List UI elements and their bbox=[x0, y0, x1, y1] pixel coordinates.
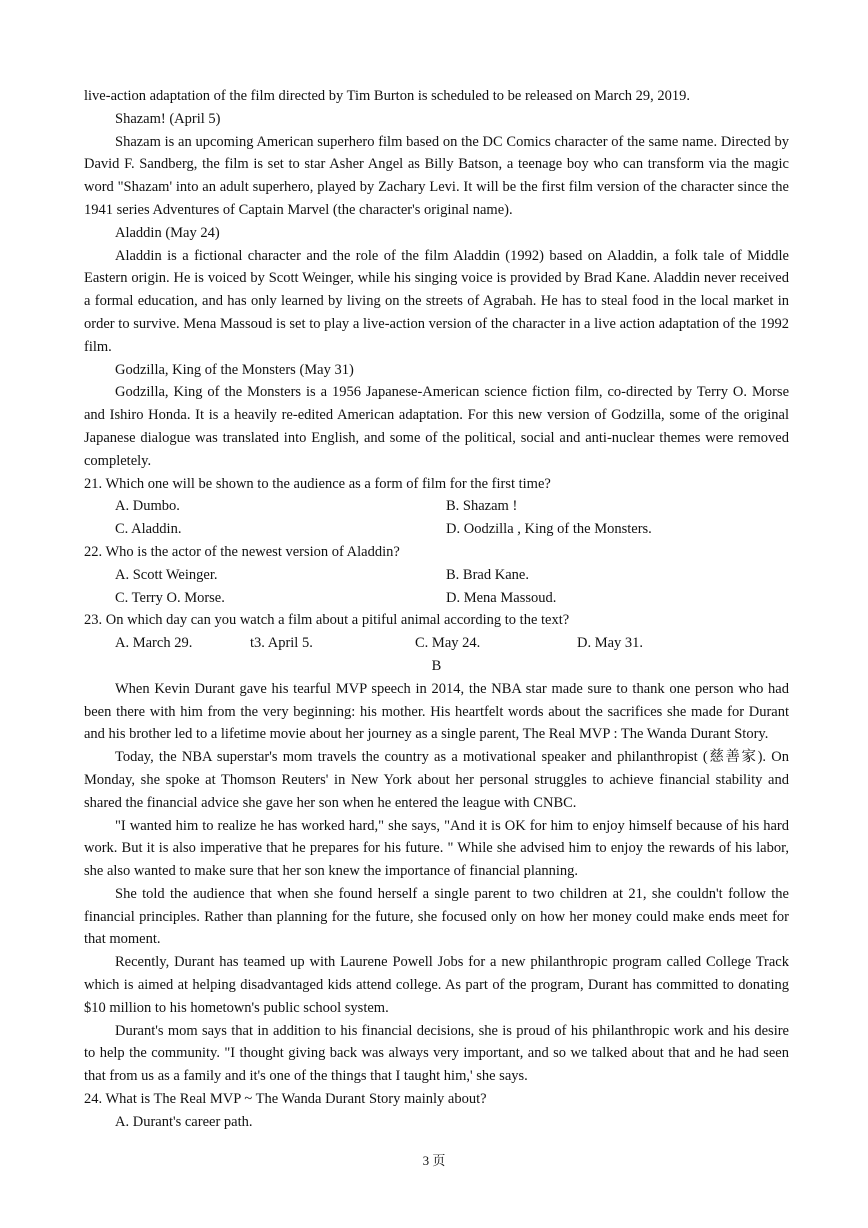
question-23-option-c: C. May 24. bbox=[415, 635, 481, 652]
question-22-option-b: B. Brad Kane. bbox=[446, 566, 529, 583]
question-22-options bbox=[84, 564, 789, 610]
shazam-paragraph: Shazam is an upcoming American superhero film based on the DC Comics character of the same name. Directed by David F. Sandberg, the film is set to star Asher Angel as Billy Batson, a teenage boy who can transform via the magic word "Shazam' into an adult superhero, played by Zachary Levi. It will be the first film version of the character since the 1941 series Adventures of Captain Marvel (the character's original name). bbox=[84, 133, 789, 218]
question-24-option-a: A. Durant's career path. bbox=[115, 1113, 253, 1130]
godzilla-paragraph: Godzilla, King of the Monsters is a 1956 Japanese-American science fiction film, co-directed by Terry O. Morse and Ishiro Honda. It is a heavily re-edited American adaptation. For this new version of Godzilla, some of the original Japanese dialogue was translated into English, and some of the political, social and anti-nuclear themes were removed completely. bbox=[84, 384, 789, 469]
question-24-options bbox=[84, 1111, 789, 1134]
question-22-option-d: D. Mena Massoud. bbox=[446, 589, 557, 606]
question-21-option-a: A. Dumbo. bbox=[115, 498, 180, 515]
godzilla-heading: Godzilla, King of the Monsters (May 31) bbox=[115, 361, 354, 378]
question-24-stem: 24. What is The Real MVP ~ The Wanda Durant Story mainly about? bbox=[84, 1091, 487, 1108]
question-23-options bbox=[84, 632, 789, 655]
passage-b-paragraph-6: Durant's mom says that in addition to his financial decisions, she is proud of his philanthropic work and his desire to help the community. "I thought giving back was always very important, and so we talked about that and he had seen that from us as a family and it's one of the things that I taught him,' she says. bbox=[84, 1022, 789, 1085]
page-number: 3 页 bbox=[422, 1153, 446, 1168]
shazam-heading: Shazam! (April 5) bbox=[115, 110, 221, 127]
question-21-stem: 21. Which one will be shown to the audience as a form of film for the first time? bbox=[84, 475, 551, 492]
question-22-option-c: C. Terry O. Morse. bbox=[115, 589, 225, 606]
question-22-stem: 22. Who is the actor of the newest version of Aladdin? bbox=[84, 543, 400, 560]
question-23-stem: 23. On which day can you watch a film about a pitiful animal according to the text? bbox=[84, 612, 570, 629]
question-21-option-d: D. Oodzilla , King of the Monsters. bbox=[446, 521, 652, 538]
passage-b-paragraph-3: "I wanted him to realize he has worked hard," she says, "And it is OK for him to enjoy himself because of his hard work. But it is also imperative that he prepares for his future. " While she advised him to enjoy the rewards of his labor, she also wanted to make sure that her son knew the importance of financial planning. bbox=[84, 817, 789, 880]
passage-a-intro: live-action adaptation of the film directed by Tim Burton is scheduled to be released on March 29, 2019. bbox=[84, 88, 691, 104]
aladdin-heading: Aladdin (May 24) bbox=[115, 224, 220, 241]
passage-b-paragraph-1: When Kevin Durant gave his tearful MVP speech in 2014, the NBA star made sure to thank one person who had been there with him from the very beginning: his mother. His heartfelt words about the sacrifices she made for Durant and his brother led to a lifetime movie about her journey as a single parent, The Real MVP : The Wanda Durant Story. bbox=[84, 680, 789, 743]
passage-b-paragraph-5: Recently, Durant has teamed up with Laurene Powell Jobs for a new philanthropic program called College Track which is aimed at helping disadvantaged kids attend college. As part of the program, Durant has committed to donating $10 million to his hometown's public school system. bbox=[84, 954, 789, 1016]
aladdin-paragraph: Aladdin is a fictional character and the role of the film Aladdin (1992) based on Aladdin, a folk tale of Middle Eastern origin. He is voiced by Scott Weinger, while his singing voice is provided by Brad Kane. Aladdin never received a formal education, and has only learned by living on the streets of Agrabah. He has to steal food in the local market in order to survive. Mena Massoud is set to play a live-action version of the character in a live action adaptation of the 1992 film. bbox=[84, 247, 789, 355]
page-content bbox=[84, 85, 789, 1134]
question-23-option-d: D. May 31. bbox=[577, 635, 644, 652]
question-22-option-a: A. Scott Weinger. bbox=[115, 566, 218, 583]
passage-b-paragraph-2: Today, the NBA superstar's mom travels the country as a motivational speaker and philanthropist (慈善家). On Monday, she spoke at Thomson Reuters' in New York about her personal struggles to achieve financial stability and shared the financial advice she gave her son when he entered the league with CNBC. bbox=[84, 749, 789, 811]
section-b-label: B bbox=[431, 657, 442, 674]
question-23-option-b: t3. April 5. bbox=[250, 635, 313, 652]
passage-b-paragraph-4: She told the audience that when she found herself a single parent to two children at 21, she couldn't follow the financial principles. Rather than planning for the future, she focused only on how her money could make ends meet for that moment. bbox=[84, 885, 789, 948]
question-21-options bbox=[84, 495, 789, 541]
question-21-option-c: C. Aladdin. bbox=[115, 521, 182, 538]
question-21-option-b: B. Shazam ! bbox=[446, 498, 518, 515]
question-23-option-a: A. March 29. bbox=[115, 635, 193, 652]
